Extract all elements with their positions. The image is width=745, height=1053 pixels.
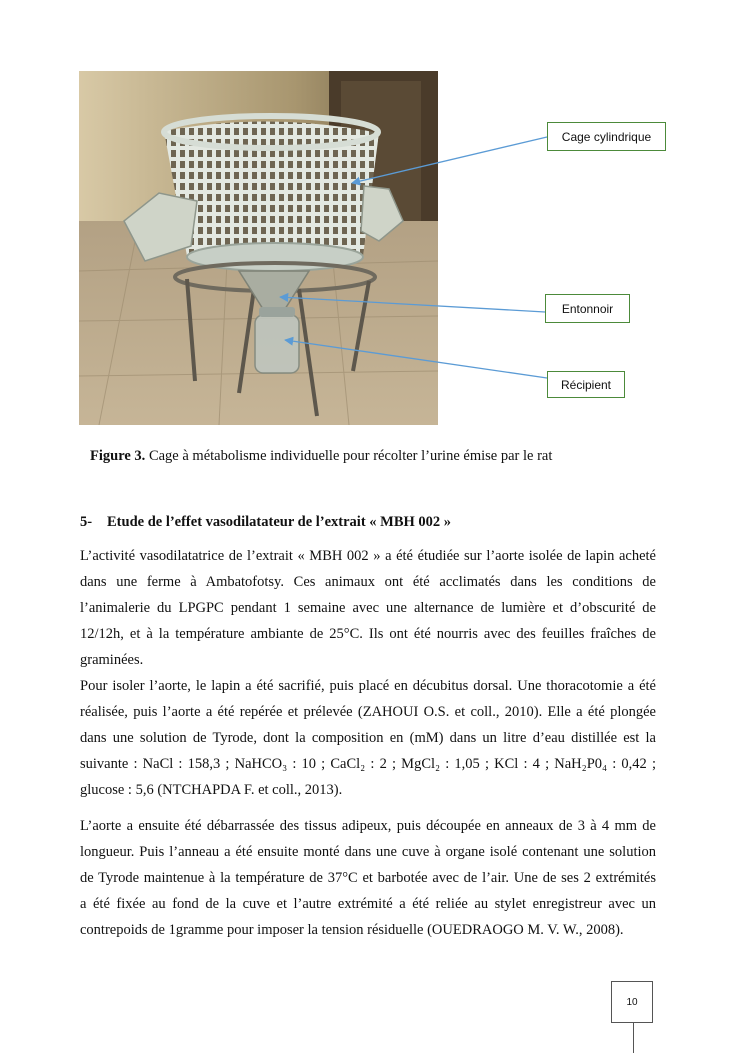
section-number: 5-: [80, 514, 93, 530]
figure-caption-label: Figure 3.: [90, 448, 146, 464]
paragraph-line: Pour isoler l’aorte, le lapin a été sacrifié, puis placé en décubitus dorsal. Une thoracotomie a été: [80, 678, 656, 694]
callout-cage-cylindrique: Cage cylindrique: [547, 122, 666, 151]
paragraph-line: longueur. Puis l’anneau a été ensuite monté dans une cuve à organe isolé contenant une solution: [80, 844, 656, 860]
figure-caption-text: Cage à métabolisme individuelle pour récolter l’urine émise par le rat: [145, 448, 553, 464]
paragraph-line: 12/12h, et à la température ambiante de 25°C. Ils ont été nourris avec des feuilles fraîches de: [80, 626, 656, 642]
metabolism-cage-photo: [79, 71, 438, 425]
page-number-rule: [633, 1023, 634, 1053]
paragraph-line: l’animalerie du LPGPC pendant 1 semaine avec une alternance de lumière et d’obscurité de: [80, 600, 656, 616]
paragraph-line: L’aorte a ensuite été débarrassée des tissus adipeux, puis découpée en anneaux de 3 à 4 mm de: [80, 818, 656, 834]
figure-caption: [90, 448, 552, 465]
paragraph-line: suivante : NaCl : 158,3 ; NaHCO₃ : 10 ; CaCl₂ : 2 ; MgCl₂ : 1,05 ; KCl : 4 ; NaH₂P0₄ : 0,42 ;: [80, 756, 656, 772]
paragraph-line: contrepoids de 1gramme pour imposer la tension résiduelle (OUEDRAOGO M. V. W., 2008).: [80, 922, 624, 938]
paragraph-line: réalisée, puis l’aorte a été repérée et prélevée (ZAHOUI O.S. et coll., 2010). Elle a été plongée: [80, 704, 656, 720]
section-title: Etude de l’effet vasodilatateur de l’extrait « MBH 002 »: [107, 514, 452, 530]
callout-recipient: Récipient: [547, 371, 625, 398]
paragraph-line: graminées.: [80, 652, 144, 668]
cage-photo-illustration: [79, 71, 438, 425]
callout-entonnoir: Entonnoir: [545, 294, 630, 323]
paragraph-3: [80, 813, 656, 943]
paragraph-line: de Tyrode maintenue à la température de 37°C et barbotée avec de l’air. Une de ses 2 extrémités: [80, 870, 656, 886]
paragraph-1: [80, 543, 656, 673]
paragraph-line: L’activité vasodilatatrice de l’extrait « MBH 002 » a été étudiée sur l’aorte isolée de lapin acheté: [80, 548, 656, 564]
paragraph-line: dans une solution de Tyrode, dont la composition en (mM) dans un litre d’eau distillée est la: [80, 730, 656, 746]
paragraph-line: a été fixée au fond de la cuve et l’autre extrémité a été reliée au stylet enregistreur avec un: [80, 896, 656, 912]
paragraph-line: dans une ferme à Ambatofotsy. Ces animaux ont été acclimatés dans les conditions de: [80, 574, 656, 590]
paragraph-2: [80, 673, 656, 803]
paragraph-line: glucose : 5,6 (NTCHAPDA F. et coll., 2013).: [80, 782, 343, 798]
page-number: 10: [611, 981, 653, 1023]
section-heading: [80, 514, 451, 531]
